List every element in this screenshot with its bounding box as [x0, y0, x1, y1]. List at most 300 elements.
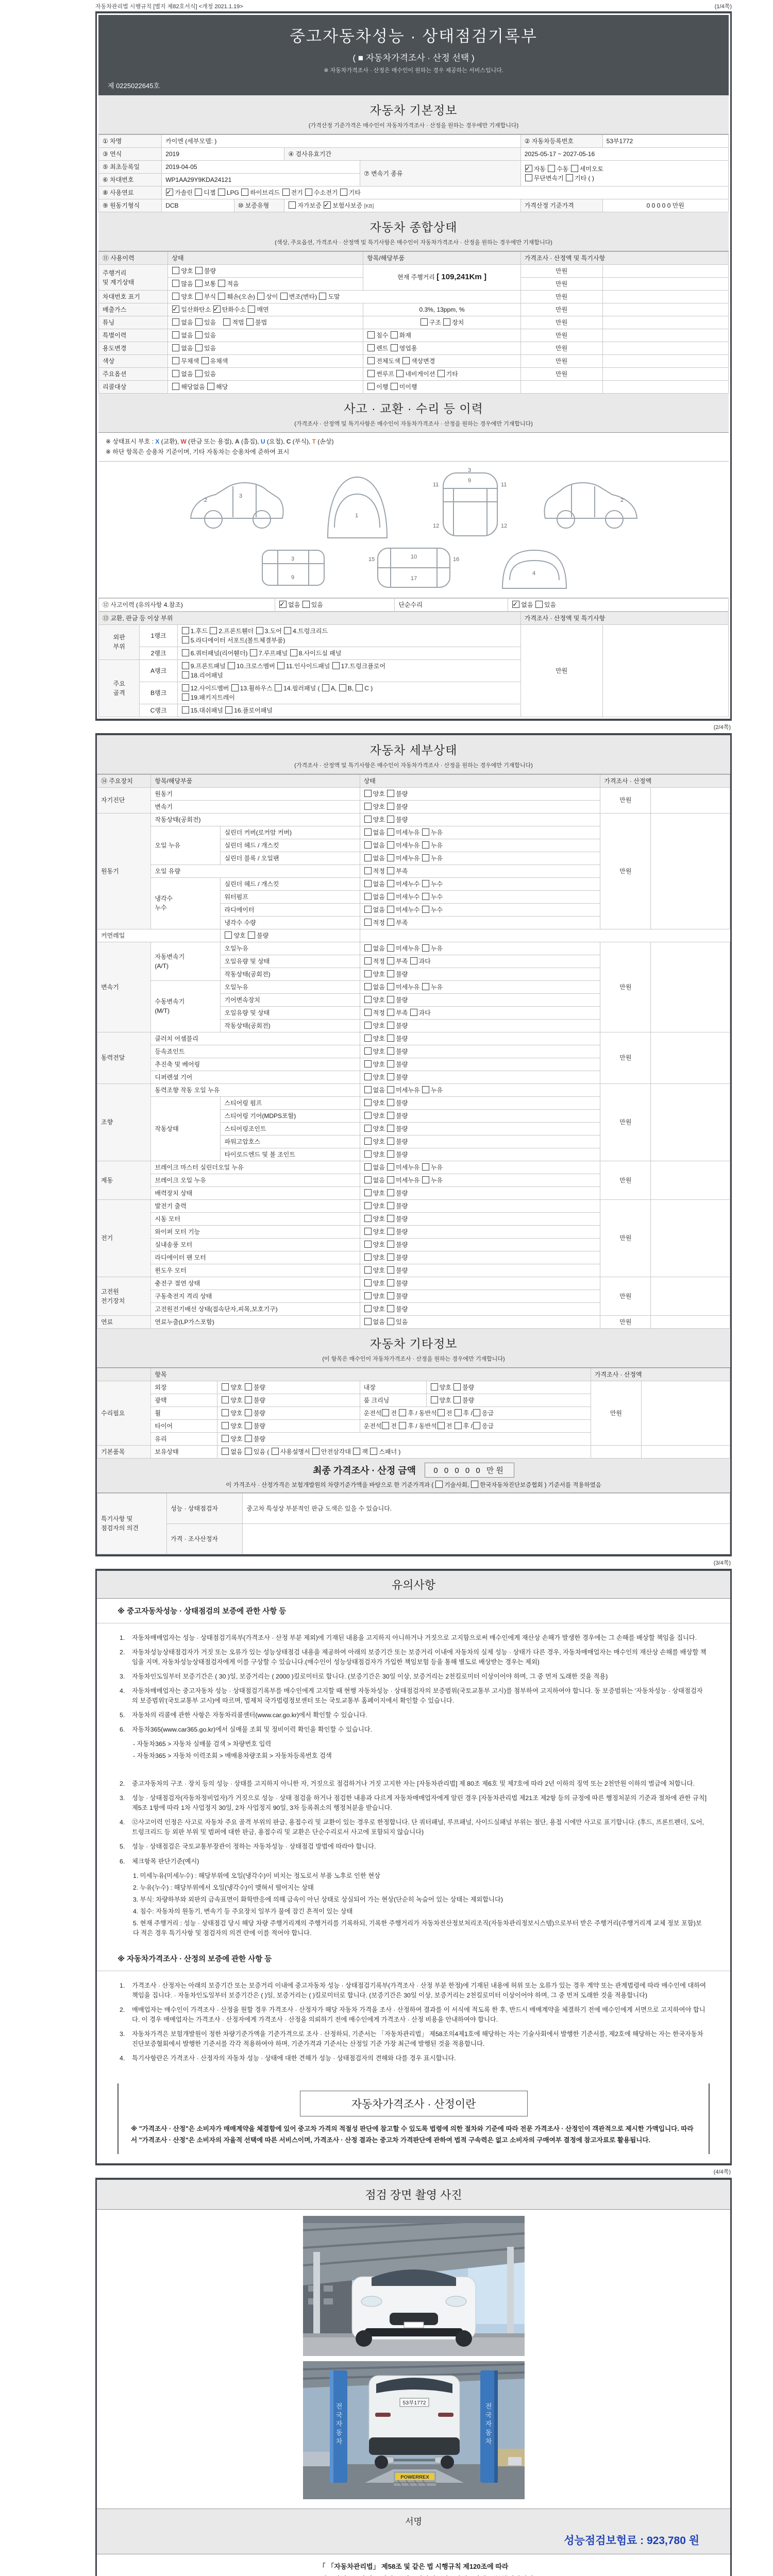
text-label: 외판 [113, 634, 125, 641]
checkbox-label: 양호 [439, 1383, 451, 1391]
checkbox[interactable] [364, 867, 372, 874]
checkbox[interactable] [387, 1279, 394, 1286]
checkbox[interactable] [364, 1009, 372, 1016]
legend-note: ※ 하단 항목은 승용차 기준이며, 기타 자동차는 승용차에 준하여 표시 [106, 448, 290, 456]
checkbox[interactable] [241, 189, 248, 196]
checkbox[interactable] [396, 370, 404, 377]
checkbox[interactable] [438, 370, 445, 377]
checkbox[interactable] [438, 1409, 445, 1416]
table-cell [360, 1174, 600, 1187]
checkbox[interactable] [207, 383, 214, 390]
checkbox[interactable] [364, 1202, 372, 1209]
section-title: 자동차 종합상태 [369, 221, 458, 234]
checkbox[interactable] [182, 627, 189, 634]
checkbox[interactable] [391, 383, 398, 390]
checkbox[interactable] [280, 293, 288, 300]
checkbox-label: 불량 [396, 1047, 408, 1055]
checkbox-label: 전체도색 [376, 358, 400, 365]
checkbox[interactable] [367, 383, 375, 390]
checkbox[interactable] [289, 201, 296, 209]
checkbox-label: 17.트렁크플로어 [341, 662, 385, 670]
checkbox[interactable] [356, 684, 363, 691]
checkbox[interactable] [222, 1396, 229, 1403]
checkbox-label: 없음 [181, 319, 193, 326]
notice-item-text: 자동차의 리콜에 관한 사항은 자동차리콜센터(www.car.go.kr)에서 확인할 수 있습니다. [132, 1711, 367, 1719]
checkbox[interactable] [305, 189, 312, 196]
checkbox[interactable] [364, 1099, 372, 1106]
checkbox[interactable] [364, 828, 372, 836]
checkbox[interactable] [182, 662, 189, 669]
checkbox-checked[interactable] [166, 189, 173, 196]
checkbox-checked[interactable] [172, 306, 179, 313]
checkbox[interactable] [470, 1422, 480, 1430]
checkbox-label: 불량 [462, 1383, 475, 1391]
checkbox[interactable] [387, 1035, 394, 1042]
table-cell [602, 624, 728, 717]
checkbox[interactable] [387, 1266, 394, 1274]
checkbox[interactable] [364, 841, 372, 849]
table-cell [140, 624, 177, 647]
text-label: 특기사항 및 [101, 1515, 133, 1523]
checkbox[interactable] [364, 1228, 372, 1235]
checkbox-label: 불량 [256, 931, 269, 939]
checkbox[interactable] [245, 1422, 252, 1429]
checkbox[interactable] [387, 1189, 394, 1196]
checkbox[interactable] [364, 854, 372, 861]
checkbox[interactable] [455, 1422, 462, 1429]
checkbox[interactable] [410, 1009, 417, 1016]
checkbox[interactable] [222, 1448, 229, 1455]
checkbox[interactable] [525, 174, 532, 181]
checkbox-label: 10.크로스멤버 [237, 662, 275, 670]
checkbox[interactable] [422, 828, 429, 836]
checkbox[interactable] [367, 357, 375, 364]
checkbox[interactable] [387, 893, 394, 900]
checkbox[interactable] [387, 828, 394, 836]
table-cell [360, 1212, 600, 1225]
checkbox[interactable] [256, 627, 263, 634]
checkbox[interactable] [370, 1448, 377, 1455]
checkbox[interactable] [364, 1241, 372, 1248]
checkbox[interactable] [364, 1047, 372, 1055]
checkbox[interactable] [387, 790, 394, 797]
text-label: 0.3%, 13ppm, % [419, 306, 465, 313]
checkbox[interactable] [387, 1138, 394, 1145]
checkbox[interactable] [387, 1253, 394, 1261]
checkbox[interactable] [387, 816, 394, 823]
checkbox-checked[interactable] [512, 601, 519, 608]
checkbox[interactable] [387, 1099, 394, 1106]
checkbox[interactable] [391, 331, 398, 338]
checkbox[interactable] [387, 1305, 394, 1312]
checkbox[interactable] [387, 1150, 394, 1158]
checkbox[interactable] [387, 1047, 394, 1055]
checkbox[interactable] [250, 649, 257, 656]
checkbox[interactable] [422, 983, 429, 990]
checkbox[interactable] [303, 601, 310, 608]
checkbox[interactable] [364, 1253, 372, 1261]
checkbox[interactable] [364, 957, 372, 964]
checkbox[interactable] [172, 370, 179, 377]
checkbox[interactable] [387, 1202, 394, 1209]
checkbox[interactable] [223, 318, 230, 326]
checkbox[interactable] [402, 357, 410, 364]
checkbox[interactable] [284, 627, 291, 634]
checkbox[interactable] [364, 944, 372, 952]
checkbox[interactable] [225, 706, 232, 714]
checkbox-label: 누유 [430, 828, 443, 836]
checkbox-label: 화재 [399, 332, 411, 339]
checkbox[interactable] [172, 280, 179, 287]
checkbox[interactable] [364, 1112, 372, 1119]
checkbox[interactable] [571, 165, 578, 172]
checkbox[interactable] [172, 344, 179, 351]
checkbox[interactable] [422, 880, 429, 887]
table-cell [140, 647, 177, 659]
checkbox[interactable] [422, 893, 429, 900]
table-cell [360, 1006, 600, 1019]
checkbox[interactable] [387, 1060, 394, 1067]
checkbox[interactable] [387, 996, 394, 1003]
checkbox[interactable] [319, 293, 326, 300]
notice-item [120, 1725, 708, 1735]
checkbox[interactable] [387, 1086, 394, 1093]
checkbox[interactable] [387, 1228, 394, 1235]
checkbox[interactable] [364, 1279, 372, 1286]
checkbox[interactable] [182, 684, 189, 691]
checkbox[interactable] [195, 267, 203, 274]
damage-code-letter: A [235, 438, 240, 445]
checkbox[interactable] [422, 1176, 429, 1183]
svg-text:16: 16 [452, 556, 459, 563]
checkbox[interactable] [391, 344, 398, 351]
checkbox[interactable] [364, 1215, 372, 1222]
checkbox[interactable] [290, 649, 297, 656]
checkbox[interactable] [364, 1022, 372, 1029]
checkbox[interactable] [322, 684, 329, 691]
checkbox[interactable] [399, 1409, 406, 1416]
text-label: ⑭ 주요장치 [101, 777, 133, 785]
checkbox[interactable] [387, 1318, 394, 1325]
checkbox[interactable] [431, 1383, 438, 1391]
checkbox[interactable] [182, 649, 189, 656]
checkbox[interactable] [387, 880, 394, 887]
checkbox[interactable] [257, 293, 264, 300]
checkbox[interactable] [387, 1176, 394, 1183]
checkbox-label: 불량 [396, 996, 408, 1004]
checkbox[interactable] [245, 1409, 252, 1416]
checkbox[interactable] [410, 957, 417, 964]
checkbox[interactable] [387, 1112, 394, 1119]
notice-item-number: 2. [120, 1780, 125, 1788]
checkbox[interactable] [364, 1150, 372, 1158]
checkbox[interactable] [566, 174, 573, 181]
checkbox[interactable] [364, 880, 372, 887]
checkbox[interactable] [195, 370, 203, 377]
checkbox[interactable] [222, 1409, 229, 1416]
checkbox[interactable] [282, 189, 290, 196]
checkbox[interactable] [195, 331, 203, 338]
checkbox[interactable] [364, 893, 372, 900]
checkbox[interactable] [453, 1396, 461, 1403]
checkbox[interactable] [387, 983, 394, 990]
table-cell [600, 1032, 651, 1083]
checkbox[interactable] [387, 1073, 394, 1080]
checkbox-label: 양호 [373, 790, 385, 798]
checkbox[interactable] [364, 996, 372, 1003]
checkbox[interactable] [387, 1163, 394, 1171]
form-meta-line [95, 0, 732, 11]
checkbox[interactable] [172, 318, 179, 326]
checkbox-label: 양호 [373, 1022, 385, 1029]
panel-rank-table [98, 612, 729, 717]
text-label: 제동 [101, 1176, 113, 1184]
checkbox[interactable] [195, 344, 203, 351]
checkbox-label: 전 [446, 1409, 452, 1417]
checkbox-label: 후 [408, 1409, 414, 1417]
checkbox[interactable] [364, 1163, 372, 1171]
checkbox-label: 불량 [396, 1022, 408, 1029]
checkbox-label: 많음 [181, 280, 193, 287]
table-cell [520, 624, 602, 717]
svg-text:3: 3 [239, 493, 242, 499]
checkbox-label: 양호 [230, 1383, 243, 1391]
checkbox[interactable] [387, 1125, 394, 1132]
checkbox[interactable] [195, 280, 203, 287]
notice-item-text: 자동차매매업자는 중고자동차 성능 · 상태점검기록부를 매수인에게 고지할 때 현행 자동차성능 · 상태점검자의 보증범위(국토교통부 고시)를 첨부하여 고지하여야 합니다. 동 보증범위는 '자동차성능 · 상태점검자의 보증범위'(국토교통부 고시)에 따르며, 법제처 국가법령정보센터 또는 국토교통부 홈페이지에서 확인할 수 있습니다. [132, 1687, 703, 1705]
checkbox[interactable] [182, 671, 189, 679]
table-cell [591, 1381, 641, 1445]
checkbox[interactable] [387, 957, 394, 964]
checkbox-label: 불량 [396, 803, 408, 810]
checkbox[interactable] [422, 854, 429, 861]
checkbox[interactable] [364, 1305, 372, 1312]
checkbox-label: 미세누유 [396, 1086, 420, 1094]
checkbox[interactable] [339, 684, 346, 691]
checkbox[interactable] [172, 331, 179, 338]
checkbox[interactable] [218, 189, 225, 196]
checkbox-checked[interactable] [324, 201, 331, 209]
checkbox[interactable] [364, 1266, 372, 1274]
checkbox[interactable] [382, 1422, 389, 1429]
checkbox[interactable] [387, 1215, 394, 1222]
checkbox[interactable] [387, 854, 394, 861]
checkbox[interactable] [364, 906, 372, 913]
checkbox[interactable] [222, 1383, 229, 1391]
checkbox[interactable] [422, 1163, 429, 1171]
checkbox[interactable] [364, 970, 372, 977]
checkbox-label: 불량 [396, 1189, 408, 1197]
checkbox[interactable] [364, 1318, 372, 1325]
checkbox[interactable] [228, 662, 235, 669]
checkbox[interactable] [435, 1481, 443, 1488]
checkbox-label: 12.사이드멤버 [190, 684, 229, 692]
checkbox[interactable] [272, 1448, 279, 1455]
checkbox[interactable] [332, 662, 340, 669]
checkbox[interactable] [172, 267, 179, 274]
checkbox-label: 양호 [373, 816, 385, 823]
checkbox[interactable] [422, 906, 429, 913]
checkbox[interactable] [453, 1383, 461, 1391]
table-cell [221, 916, 360, 929]
checkbox[interactable] [548, 165, 555, 172]
checkbox-checked[interactable] [279, 601, 287, 608]
checkbox[interactable] [387, 803, 394, 810]
text-label: 시동 모터 [155, 1215, 181, 1223]
checkbox[interactable] [245, 1448, 252, 1455]
checkbox[interactable] [471, 1481, 478, 1488]
checkbox[interactable] [312, 1448, 320, 1455]
checkbox-label: 수동 [557, 165, 569, 173]
svg-text:10: 10 [410, 553, 417, 560]
checkbox[interactable] [399, 1422, 406, 1429]
table-cell [99, 252, 168, 265]
checkbox[interactable] [364, 983, 372, 990]
checkbox[interactable] [245, 1396, 252, 1403]
checkbox[interactable] [353, 1448, 360, 1455]
text-label: 냉각수 [155, 895, 173, 903]
checkbox-checked[interactable] [213, 306, 221, 313]
checkbox-checked[interactable] [525, 165, 532, 172]
checkbox[interactable] [222, 1435, 229, 1442]
table-cell [99, 316, 168, 329]
checkbox[interactable] [364, 1086, 372, 1093]
checkbox[interactable] [222, 1422, 229, 1429]
text-label: 작동상태 [155, 1125, 179, 1132]
notice-item [120, 1648, 708, 1667]
checkbox-label: 불량 [253, 1396, 266, 1404]
table-cell [177, 659, 520, 682]
svg-text:11: 11 [500, 481, 507, 488]
checkbox[interactable] [364, 1138, 372, 1145]
notice-item-number: 3. [120, 1794, 125, 1802]
car-side-right-diagram [535, 466, 646, 543]
checkbox[interactable] [248, 306, 255, 313]
checkbox[interactable] [172, 383, 179, 390]
checkbox[interactable] [422, 944, 429, 952]
checkbox[interactable] [422, 1086, 429, 1093]
table-cell [99, 135, 162, 148]
checkbox[interactable] [218, 293, 225, 300]
checkbox-label: 누수 [430, 880, 443, 888]
checkbox[interactable] [195, 189, 202, 196]
detail-state-header [97, 735, 730, 774]
checkbox[interactable] [387, 1022, 394, 1029]
checkbox[interactable] [248, 931, 255, 939]
table-cell [221, 826, 360, 839]
checkbox[interactable] [364, 790, 372, 797]
checkbox[interactable] [367, 344, 375, 351]
checkbox-label: 없음 [181, 332, 193, 339]
checkbox[interactable] [387, 1292, 394, 1299]
checkbox[interactable] [387, 1241, 394, 1248]
checkbox[interactable] [364, 1189, 372, 1196]
checkbox[interactable] [364, 1073, 372, 1080]
checkbox[interactable] [364, 803, 372, 810]
checkbox-label: 적정 [373, 919, 385, 926]
checkbox[interactable] [182, 706, 189, 714]
checkbox[interactable] [245, 1383, 252, 1391]
checkbox[interactable] [195, 318, 203, 326]
checkbox[interactable] [387, 906, 394, 913]
checkbox[interactable] [201, 357, 209, 364]
checkbox[interactable] [182, 636, 189, 643]
checkbox-label: 침수 [376, 332, 389, 339]
checkbox[interactable] [387, 970, 394, 977]
checkbox-label: 후 [408, 1422, 414, 1430]
checkbox-label: 무단변속기 [533, 174, 564, 182]
checkbox[interactable] [367, 331, 375, 338]
text-label: 실린더 헤드 / 개스킷 [224, 841, 279, 849]
checkbox-label: 19.패키지트레이 [190, 693, 235, 701]
checkbox[interactable] [422, 841, 429, 849]
table-cell [168, 252, 363, 265]
checkbox[interactable] [364, 1060, 372, 1067]
checkbox[interactable] [387, 841, 394, 849]
checkbox[interactable] [455, 1409, 462, 1416]
table-cell [363, 381, 521, 394]
text-label: 실내송풍 모터 [155, 1241, 193, 1248]
checkbox[interactable] [195, 293, 203, 300]
checkbox[interactable] [382, 1409, 389, 1416]
notice-sub-item: 3. 부식: 차량하부와 외판의 금속표면이 화학반응에 의해 금속이 아닌 상태로 상실되어 가는 현상(단순히 녹슬어 있는 상태는 제외합니다) [133, 1895, 503, 1903]
table-cell [360, 955, 600, 968]
checkbox[interactable] [367, 370, 375, 377]
table-cell [162, 174, 360, 187]
checkbox[interactable] [470, 1409, 480, 1417]
text-label: 가격조사 · 산정액 [594, 1370, 642, 1378]
checkbox[interactable] [431, 1396, 438, 1403]
notice-item-text: 특기사항란은 가격조사 · 산정자의 자동차 성능 · 상태에 대한 견해가 성능 · 상태점검자의 견해와 다를 경우 표시합니다. [132, 2055, 456, 2062]
text-label: (M/T) [155, 1007, 170, 1015]
checkbox[interactable] [387, 919, 394, 926]
checkbox[interactable] [340, 189, 347, 196]
checkbox[interactable] [364, 1035, 372, 1042]
checkbox[interactable] [364, 919, 372, 926]
checkbox[interactable] [218, 280, 225, 287]
checkbox[interactable] [535, 601, 543, 608]
checkbox[interactable] [364, 1292, 372, 1299]
accident-history-header [98, 394, 729, 433]
checkbox[interactable] [225, 931, 232, 939]
checkbox[interactable] [364, 1125, 372, 1132]
table-cell [651, 1161, 730, 1199]
checkbox[interactable] [364, 1176, 372, 1183]
checkbox[interactable] [421, 318, 428, 326]
checkbox[interactable] [231, 684, 239, 691]
checkbox[interactable] [172, 357, 179, 364]
text-label: 냉각수 수량 [224, 919, 256, 926]
table-cell [243, 1493, 730, 1523]
checkbox[interactable] [443, 318, 450, 326]
checkbox[interactable] [387, 944, 394, 952]
text-label: WP1AA29Y9KDA24121 [165, 176, 232, 183]
checkbox[interactable] [210, 627, 217, 634]
checkbox[interactable] [277, 662, 284, 669]
checkbox[interactable] [387, 867, 394, 874]
checkbox[interactable] [172, 293, 179, 300]
checkbox[interactable] [275, 684, 282, 691]
checkbox[interactable] [438, 1422, 445, 1429]
checkbox[interactable] [245, 1435, 252, 1442]
table-cell [151, 774, 360, 787]
checkbox[interactable] [387, 1009, 394, 1016]
checkbox[interactable] [364, 816, 372, 823]
checkbox[interactable] [182, 693, 189, 701]
checkbox[interactable] [246, 318, 254, 326]
table-cell [600, 1161, 651, 1199]
text-label: 중고차 특성상 부분적인 판금 도색은 있을 수 있습니다. [246, 1504, 392, 1512]
